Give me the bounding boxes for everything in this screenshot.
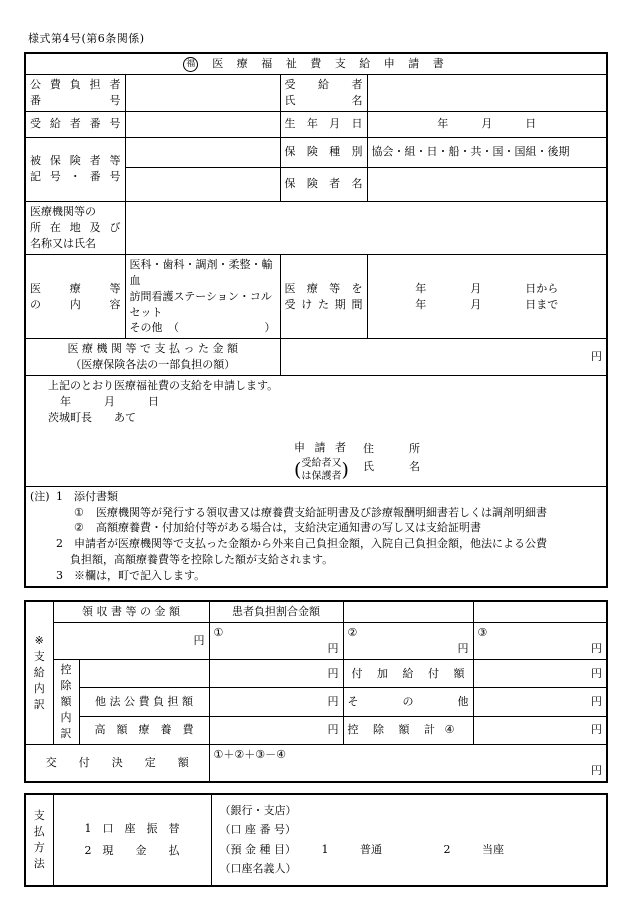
decision-amount-yen: 円 [591, 763, 603, 777]
form-id-label: 様式第4号(第6条関係) [28, 32, 145, 45]
amount-1-yen: 円 [327, 642, 339, 656]
row-paid-amount [25, 339, 607, 376]
insurance-type-label: 保 険 種 別 [280, 137, 367, 167]
high-cost-medical-field[interactable] [209, 716, 343, 744]
deduction-row-2 [25, 688, 607, 716]
institution-field[interactable] [125, 201, 607, 254]
side-char-0: ※ [34, 634, 44, 648]
high-cost-medical-label: 高 額 療 養 費 [79, 716, 209, 744]
deduction-row1-label [79, 660, 209, 688]
payment-method-table [24, 793, 608, 887]
payment-label-char-2: 方 [33, 840, 45, 854]
deduction-total-label: 控 除 額 計 [347, 723, 436, 737]
deduction-row1-field[interactable] [209, 660, 343, 688]
paid-amount-yen-unit: 円 [591, 350, 603, 364]
period-to[interactable]: 年 月 日まで [415, 297, 559, 311]
form-title-cell [25, 53, 607, 75]
treatment-option-2[interactable]: 訪問看護ステーション・コルセット [129, 289, 272, 319]
note-item-1 [30, 489, 602, 505]
row-recipient-number-birthdate [25, 111, 607, 137]
payment-method-row [25, 794, 607, 886]
benefit-header-row [25, 601, 607, 622]
notes-block [25, 486, 607, 587]
insured-symbol-label: 被保険者等 記号・番号 [25, 137, 125, 201]
additional-benefit-field[interactable] [473, 660, 607, 688]
note-2-num: 2 [56, 537, 63, 551]
note-1a-circle: ① [74, 505, 84, 519]
account-number-field[interactable]: （口 座 番 号） [219, 823, 296, 837]
note-item-2 [30, 536, 602, 552]
recipient-number-field[interactable] [125, 111, 280, 137]
amount-field-3[interactable] [473, 623, 607, 660]
insured-symbol-field-lower[interactable] [125, 167, 280, 201]
patient-burden-header: 患者負担割合金額 [209, 601, 343, 622]
payment-option-bank-transfer[interactable]: 1 口 座 振 替 [84, 821, 180, 835]
note-1b-circle: ② [74, 521, 84, 535]
deduction-row-1 [25, 660, 607, 688]
note-item-3 [30, 568, 602, 584]
deduction-total-field[interactable] [473, 716, 607, 744]
treatment-option-3-close: ） [264, 321, 276, 335]
period-field[interactable] [367, 254, 607, 339]
receipt-amount-field[interactable] [53, 623, 209, 660]
applicant-fields [363, 440, 432, 484]
amount-3-yen: 円 [591, 642, 603, 656]
other-label: そ の 他 [343, 688, 473, 716]
applicant-label: 申 請 者 [294, 441, 350, 455]
paid-amount-label: 医 療 機 関 等 で 支 払 っ た 金 額 （医療保険各法の一部負担の額） [25, 339, 280, 376]
note-item-1-b [30, 520, 602, 536]
account-type-row [220, 840, 599, 860]
applicant-label-group [294, 440, 349, 484]
treatment-option-3-label: その他 （ [129, 321, 179, 335]
application-table [24, 52, 608, 588]
account-type-1-label[interactable]: 普通 [360, 842, 382, 856]
side-char-1: 支 [33, 650, 45, 664]
declaration-addressee: 茨城町長 あて [48, 411, 136, 425]
receipt-amount-header: 領 収 書 等 の 金 額 [53, 601, 209, 622]
insurer-name-label: 保 険 者 名 [280, 167, 367, 201]
note-2-text-line2: 負担額，高額療養費等を控除した額が支給されます。 [70, 553, 334, 567]
circled-number-4: ④ [444, 723, 455, 737]
recipient-number-label: 受給者番号 [25, 111, 125, 137]
public-payer-number-label: 公費負担者 番 号 [25, 75, 125, 112]
applicant-address-label: 住 所 [363, 442, 433, 456]
period-label: 医 療 等 を 受 け た 期 間 [280, 254, 367, 339]
other-public-burden-yen: 円 [327, 694, 339, 708]
note-1-num: 1 [56, 489, 63, 503]
account-type-label: （預 金 種 目） [219, 842, 296, 856]
circled-number-3: ③ [477, 626, 488, 640]
insurance-type-options[interactable]: 協会・組・日・船・共・国・国組・後期 [367, 137, 607, 167]
benefit-header-col4 [473, 601, 607, 622]
payment-option-cash[interactable]: 2 現 金 払 [84, 843, 180, 857]
amount-2-yen: 円 [457, 642, 469, 656]
account-holder-field[interactable]: （口座名義人） [219, 862, 297, 876]
bank-branch-field[interactable]: （銀行・支店） [219, 803, 297, 817]
other-yen: 円 [591, 694, 603, 708]
note-3-num: 3 [56, 569, 63, 583]
benefit-header-col3 [343, 601, 473, 622]
deduction-total-label-cell [343, 716, 473, 744]
additional-benefit-label: 付 加 給 付 額 [343, 660, 473, 688]
account-type-2-num[interactable]: 2 [443, 842, 451, 856]
note-1-text: 添付書類 [74, 489, 118, 503]
fukushi-circle-icon: 福 [183, 57, 198, 72]
deduction-char-3: 内 [60, 710, 72, 724]
note-item-1-a [30, 505, 602, 521]
recipient-name-label: 受 給 者 氏 名 [280, 75, 367, 112]
paren-left: ( [294, 458, 302, 481]
deduction-char-1: 除 [60, 679, 72, 692]
treatment-content-options[interactable] [125, 254, 280, 339]
notes-heading: (注) [30, 489, 50, 503]
decision-formula: ①＋②＋③－④ [213, 747, 286, 761]
benefit-breakdown-table [24, 600, 608, 782]
additional-benefit-yen: 円 [591, 666, 603, 680]
high-cost-medical-yen: 円 [327, 723, 339, 737]
circled-number-2: ② [347, 626, 358, 640]
note-1a-text: 医療機関等が発行する領収書又は療養費支給証明書及び診療報酬明細書若しくは調剤明細書 [96, 505, 547, 519]
note-3-text: ※欄は，町で記入します。 [74, 569, 206, 583]
row-treatment [25, 254, 607, 339]
treatment-option-1[interactable]: 医科・歯科・調剤・柔整・輸血 [129, 257, 273, 287]
payment-label-char-1: 払 [33, 824, 45, 838]
institution-label: 医療機関等の 所 在 地 及 び 名称又は氏名 [25, 201, 125, 254]
title-row [25, 53, 607, 75]
other-public-burden-field[interactable] [209, 688, 343, 716]
row-institution [25, 201, 607, 254]
birthdate-field[interactable]: 年 月 日 [367, 111, 607, 137]
other-field[interactable] [473, 688, 607, 716]
amount-field-1[interactable] [209, 623, 343, 660]
declaration-block [25, 376, 607, 486]
decision-amount-row [25, 744, 607, 781]
deduction-row-3 [25, 716, 607, 744]
side-char-2: 給 [33, 666, 45, 679]
insured-symbol-field-upper[interactable] [125, 137, 280, 167]
spacer-1 [24, 588, 606, 600]
deduction-char-4: 訳 [60, 726, 72, 740]
receipt-amount-yen: 円 [193, 634, 205, 648]
paid-amount-field[interactable] [280, 339, 607, 376]
side-char-3: 内 [33, 681, 45, 695]
insurer-name-field[interactable] [367, 167, 607, 201]
deduction-char-2: 額 [60, 694, 72, 708]
note-2-text-line1: 申請者が医療機関等で支払った金額から外来自己負担金額，入院自己負担金額，他法による公費 [74, 537, 547, 551]
applicant-name-label: 氏 名 [363, 459, 433, 473]
other-public-burden-label: 他 法 公 費 負 担 額 [79, 688, 209, 716]
deduction-total-yen: 円 [591, 723, 603, 737]
deduction-row1-yen: 円 [327, 666, 339, 680]
note-1b-text: 高額療養費・付加給付等がある場合は，支給決定通知書の写し又は支給証明書 [96, 521, 481, 535]
account-type-1-num[interactable]: 1 [321, 842, 329, 856]
spacer-2 [24, 783, 606, 793]
treatment-option-3[interactable] [130, 320, 276, 336]
applicant-sub-line2: は保護者 [301, 471, 342, 483]
applicant-sub-label [294, 457, 349, 484]
payment-label-char-3: 法 [33, 856, 45, 870]
row-insured-insurancetype [25, 137, 607, 167]
amount-field-2[interactable] [343, 623, 473, 660]
row-declaration [25, 376, 607, 486]
period-from[interactable]: 年 月 日から [415, 281, 559, 295]
row-notes [25, 486, 607, 587]
row-payer-recipient [25, 75, 607, 112]
declaration-date[interactable]: 年 月 日 [60, 395, 159, 409]
applicant-signature-block [30, 440, 602, 484]
benefit-side-label [25, 601, 53, 744]
circled-number-1: ① [213, 626, 224, 640]
treatment-content-label: 医 療 等 の 内 容 [25, 254, 125, 339]
form-title-text: 医 療 福 祉 費 支 給 申 請 書 [212, 57, 449, 70]
benefit-amounts-row [25, 623, 607, 660]
paren-right: ) [341, 458, 349, 481]
recipient-name-field[interactable] [367, 75, 607, 112]
account-type-2-label[interactable]: 当座 [482, 842, 504, 856]
public-payer-number-field[interactable] [125, 75, 280, 112]
decision-amount-label: 交 付 決 定 額 [25, 744, 209, 781]
applicant-sub-line1: 受給者又 [301, 457, 342, 469]
payment-options [53, 794, 211, 886]
birthdate-label: 生 年 月 日 [280, 111, 367, 137]
payment-label-char-0: 支 [33, 808, 45, 822]
deduction-char-0: 控 [60, 663, 72, 677]
deduction-breakdown-label [53, 660, 79, 745]
note-item-2-cont [30, 552, 602, 568]
payment-method-label [25, 794, 53, 886]
declaration-sentence: 上記のとおり医療福祉費の支給を申請します。 [48, 379, 279, 393]
bank-details [211, 794, 607, 886]
side-char-4: 訳 [33, 697, 45, 711]
decision-amount-field[interactable] [209, 744, 607, 781]
